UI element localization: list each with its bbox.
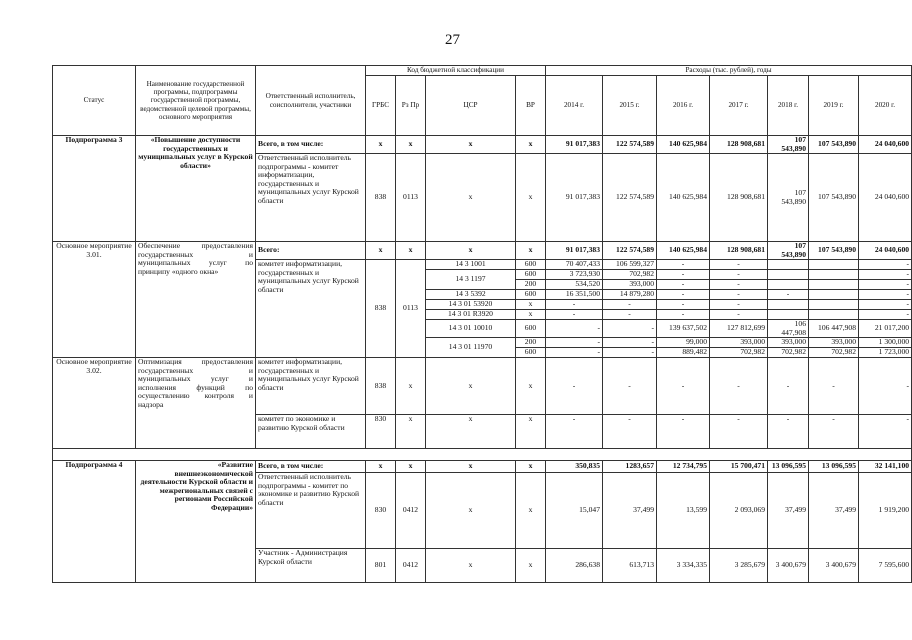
value-cell: - bbox=[603, 358, 657, 415]
value-cell: 140 625,984 bbox=[657, 242, 710, 260]
value-cell: 122 574,589 bbox=[603, 136, 657, 154]
spacer-cell bbox=[53, 449, 912, 461]
value-cell bbox=[768, 270, 809, 280]
grbs-cell: 830 bbox=[366, 473, 396, 549]
executor-cell: комитет по экономике и развитию Курской области bbox=[256, 415, 366, 449]
value-cell: - bbox=[603, 348, 657, 358]
csr-cell: х bbox=[426, 136, 516, 154]
value-cell: 24 040,600 bbox=[859, 242, 912, 260]
value-cell: 122 574,589 bbox=[603, 154, 657, 242]
value-cell: - bbox=[657, 280, 710, 290]
value-cell: 13 096,595 bbox=[768, 461, 809, 473]
header-year: 2014 г. bbox=[546, 76, 603, 136]
header-year: 2015 г. bbox=[603, 76, 657, 136]
table-row bbox=[53, 242, 912, 260]
name-cell: Оптимизация предоставления государственных и муниципальных услуг и исполнения функций по осуществлению контроля и надзора bbox=[136, 358, 256, 449]
value-cell: 702,982 bbox=[710, 348, 768, 358]
table-row bbox=[53, 358, 912, 415]
value-cell: - bbox=[710, 358, 768, 415]
value-cell: 3 334,335 bbox=[657, 549, 710, 583]
csr-cell: х bbox=[426, 415, 516, 449]
vr-cell: х bbox=[516, 300, 546, 310]
executor-cell: Ответственный исполнитель подпрограммы - комитет по экономике и развитию Курской области bbox=[256, 473, 366, 549]
vr-cell: 600 bbox=[516, 290, 546, 300]
status-cell: Основное мероприятие 3.02. bbox=[53, 358, 136, 449]
value-cell bbox=[768, 260, 809, 270]
table-row bbox=[53, 461, 912, 473]
executor-cell: комитет информатизации, государственных и муниципальных услуг Курской области bbox=[256, 260, 366, 358]
value-cell: 393,000 bbox=[809, 338, 859, 348]
vr-cell: 600 bbox=[516, 348, 546, 358]
value-cell: 140 625,984 bbox=[657, 154, 710, 242]
value-cell: - bbox=[859, 280, 912, 290]
executor-cell: Ответственный исполнитель подпрограммы - комитет информатизации, государственных и муниципальных услуг Курской области bbox=[256, 154, 366, 242]
value-cell: 13,599 bbox=[657, 473, 710, 549]
header-year: 2018 г. bbox=[768, 76, 809, 136]
value-cell: - bbox=[710, 300, 768, 310]
value-cell: 106 447,908 bbox=[809, 320, 859, 338]
vr-cell: 600 bbox=[516, 270, 546, 280]
value-cell: - bbox=[710, 290, 768, 300]
value-cell bbox=[768, 280, 809, 290]
value-cell: 37,499 bbox=[809, 473, 859, 549]
value-cell: 128 908,681 bbox=[710, 136, 768, 154]
header-executor: Ответственный исполнитель, соисполнители, участники bbox=[256, 66, 366, 136]
value-cell: 122 574,589 bbox=[603, 242, 657, 260]
value-cell: 128 908,681 bbox=[710, 154, 768, 242]
value-cell: - bbox=[657, 270, 710, 280]
value-cell: 3 723,930 bbox=[546, 270, 603, 280]
value-cell: 702,982 bbox=[603, 270, 657, 280]
value-cell: - bbox=[657, 415, 710, 449]
csr-cell: 14 3 1001 bbox=[426, 260, 516, 270]
budget-table bbox=[52, 65, 912, 583]
grbs-cell: 838 bbox=[366, 358, 396, 415]
csr-cell: 14 3 01 11970 bbox=[426, 338, 516, 358]
value-cell: 128 908,681 bbox=[710, 242, 768, 260]
value-cell: - bbox=[657, 300, 710, 310]
value-cell: - bbox=[657, 358, 710, 415]
value-cell: 393,000 bbox=[768, 338, 809, 348]
vr-cell: х bbox=[516, 310, 546, 320]
csr-cell: 14 3 5392 bbox=[426, 290, 516, 300]
value-cell: - bbox=[809, 415, 859, 449]
value-cell: 1 300,000 bbox=[859, 338, 912, 348]
value-cell: 14 879,280 bbox=[603, 290, 657, 300]
value-cell bbox=[809, 310, 859, 320]
page-number: 27 bbox=[445, 32, 460, 48]
value-cell bbox=[809, 290, 859, 300]
grbs-cell: х bbox=[366, 136, 396, 154]
value-cell: 32 141,100 bbox=[859, 461, 912, 473]
csr-cell: 14 3 1197 bbox=[426, 270, 516, 290]
status-cell: Основное мероприятие 3.01. bbox=[53, 242, 136, 358]
value-cell: 107 543,890 bbox=[809, 154, 859, 242]
value-cell: - bbox=[859, 260, 912, 270]
value-cell: 107 543,890 bbox=[809, 136, 859, 154]
value-cell: - bbox=[768, 290, 809, 300]
header-expenses: Расходы (тыс. рублей), годы bbox=[546, 66, 912, 76]
vr-cell: 600 bbox=[516, 320, 546, 338]
value-cell: - bbox=[809, 358, 859, 415]
rzpr-cell: 0113 bbox=[396, 260, 426, 358]
value-cell: - bbox=[768, 415, 809, 449]
value-cell: 1 723,000 bbox=[859, 348, 912, 358]
value-cell: 702,982 bbox=[809, 348, 859, 358]
value-cell: 12 734,795 bbox=[657, 461, 710, 473]
executor-cell: Участник - Администрация Курской области bbox=[256, 549, 366, 583]
rzpr-cell: х bbox=[396, 136, 426, 154]
value-cell: - bbox=[546, 348, 603, 358]
vr-cell: х bbox=[516, 549, 546, 583]
grbs-cell: 838 bbox=[366, 260, 396, 358]
value-cell: - bbox=[710, 415, 768, 449]
value-cell: 2 093,069 bbox=[710, 473, 768, 549]
header-rzpr: Рз Пр bbox=[396, 76, 426, 136]
grbs-cell: 838 bbox=[366, 154, 396, 242]
value-cell: 1283,657 bbox=[603, 461, 657, 473]
value-cell: 21 017,200 bbox=[859, 320, 912, 338]
grbs-cell: х bbox=[366, 461, 396, 473]
value-cell: 99,000 bbox=[657, 338, 710, 348]
value-cell bbox=[809, 300, 859, 310]
value-cell: - bbox=[657, 260, 710, 270]
vr-cell: х bbox=[516, 415, 546, 449]
value-cell: - bbox=[546, 358, 603, 415]
csr-cell: х bbox=[426, 154, 516, 242]
value-cell: - bbox=[546, 310, 603, 320]
value-cell: - bbox=[603, 338, 657, 348]
value-cell: 1 919,200 bbox=[859, 473, 912, 549]
value-cell: - bbox=[546, 415, 603, 449]
value-cell: 91 017,383 bbox=[546, 136, 603, 154]
value-cell: - bbox=[859, 270, 912, 280]
rzpr-cell: х bbox=[396, 415, 426, 449]
csr-cell: 14 3 01 R3920 bbox=[426, 310, 516, 320]
value-cell: - bbox=[859, 300, 912, 310]
value-cell: - bbox=[546, 320, 603, 338]
vr-cell: х bbox=[516, 154, 546, 242]
csr-cell: 14 3 01 10010 bbox=[426, 320, 516, 338]
value-cell: 91 017,383 bbox=[546, 242, 603, 260]
value-cell: 24 040,600 bbox=[859, 154, 912, 242]
value-cell: 24 040,600 bbox=[859, 136, 912, 154]
value-cell: 139 637,502 bbox=[657, 320, 710, 338]
value-cell: 534,520 bbox=[546, 280, 603, 290]
value-cell: 107 543,890 bbox=[809, 242, 859, 260]
header-csr: ЦСР bbox=[426, 76, 516, 136]
csr-cell: х bbox=[426, 473, 516, 549]
value-cell: - bbox=[710, 280, 768, 290]
value-cell: 91 017,383 bbox=[546, 154, 603, 242]
value-cell: 3 400,679 bbox=[809, 549, 859, 583]
grbs-cell: х bbox=[366, 242, 396, 260]
value-cell: 3 285,679 bbox=[710, 549, 768, 583]
value-cell: 15 700,471 bbox=[710, 461, 768, 473]
value-cell: 140 625,984 bbox=[657, 136, 710, 154]
value-cell: 70 407,433 bbox=[546, 260, 603, 270]
value-cell: 37,499 bbox=[603, 473, 657, 549]
value-cell: - bbox=[603, 310, 657, 320]
value-cell: 702,982 bbox=[768, 348, 809, 358]
value-cell: - bbox=[657, 290, 710, 300]
grbs-cell: 801 bbox=[366, 549, 396, 583]
value-cell bbox=[809, 280, 859, 290]
value-cell: - bbox=[859, 290, 912, 300]
header-status: Статус bbox=[53, 66, 136, 136]
csr-cell: 14 3 01 53920 bbox=[426, 300, 516, 310]
value-cell: - bbox=[859, 310, 912, 320]
rzpr-cell: 0412 bbox=[396, 473, 426, 549]
value-cell: 16 351,500 bbox=[546, 290, 603, 300]
rzpr-cell: х bbox=[396, 358, 426, 415]
header-grbs: ГРБС bbox=[366, 76, 396, 136]
value-cell: 15,047 bbox=[546, 473, 603, 549]
vr-cell: х bbox=[516, 358, 546, 415]
value-cell: 393,000 bbox=[710, 338, 768, 348]
value-cell: - bbox=[603, 415, 657, 449]
header-year: 2017 г. bbox=[710, 76, 768, 136]
rzpr-cell: 0412 bbox=[396, 549, 426, 583]
header-budget-code: Код бюджетной классификации bbox=[366, 66, 546, 76]
status-cell: Подпрограмма 3 bbox=[53, 136, 136, 242]
vr-cell: 200 bbox=[516, 338, 546, 348]
table-body bbox=[53, 66, 912, 583]
csr-cell: х bbox=[426, 242, 516, 260]
value-cell: - bbox=[546, 300, 603, 310]
value-cell: - bbox=[768, 358, 809, 415]
value-cell: 127 812,699 bbox=[710, 320, 768, 338]
vr-cell: х bbox=[516, 461, 546, 473]
value-cell: 107 543,890 bbox=[768, 154, 809, 242]
value-cell: 106 599,327 bbox=[603, 260, 657, 270]
value-cell: - bbox=[710, 310, 768, 320]
table-row bbox=[53, 136, 912, 154]
value-cell: 106 447,908 bbox=[768, 320, 809, 338]
value-cell: 393,000 bbox=[603, 280, 657, 290]
header-year: 2016 г. bbox=[657, 76, 710, 136]
executor-cell: Всего, в том числе: bbox=[256, 136, 366, 154]
vr-cell: х bbox=[516, 136, 546, 154]
value-cell: 7 595,600 bbox=[859, 549, 912, 583]
header-year: 2019 г. bbox=[809, 76, 859, 136]
spacer-row bbox=[53, 449, 912, 461]
vr-cell: х bbox=[516, 242, 546, 260]
value-cell: - bbox=[546, 338, 603, 348]
value-cell: 37,499 bbox=[768, 473, 809, 549]
value-cell: - bbox=[859, 358, 912, 415]
grbs-cell: 830 bbox=[366, 415, 396, 449]
name-cell: Обеспечение предоставления государственных и муниципальных услуг по принципу «одного окна» bbox=[136, 242, 256, 358]
rzpr-cell: х bbox=[396, 242, 426, 260]
vr-cell: 600 bbox=[516, 260, 546, 270]
csr-cell: х bbox=[426, 461, 516, 473]
vr-cell: 200 bbox=[516, 280, 546, 290]
value-cell: 350,835 bbox=[546, 461, 603, 473]
value-cell: 3 400,679 bbox=[768, 549, 809, 583]
header-vr: ВР bbox=[516, 76, 546, 136]
value-cell: - bbox=[657, 310, 710, 320]
value-cell bbox=[768, 310, 809, 320]
vr-cell: х bbox=[516, 473, 546, 549]
rzpr-cell: 0113 bbox=[396, 154, 426, 242]
header-year: 2020 г. bbox=[859, 76, 912, 136]
header-row bbox=[53, 66, 912, 76]
value-cell: 889,482 bbox=[657, 348, 710, 358]
value-cell bbox=[809, 270, 859, 280]
value-cell: 107 543,890 bbox=[768, 242, 809, 260]
value-cell: - bbox=[603, 320, 657, 338]
value-cell: 107 543,890 bbox=[768, 136, 809, 154]
value-cell bbox=[809, 260, 859, 270]
header-name: Наименование государственной программы, подпрограммы государственной программы, ведомственной целевой программы, основного мероприятия bbox=[136, 66, 256, 136]
executor-cell: Всего: bbox=[256, 242, 366, 260]
value-cell: - bbox=[710, 260, 768, 270]
rzpr-cell: х bbox=[396, 461, 426, 473]
executor-cell: Всего, в том числе: bbox=[256, 461, 366, 473]
csr-cell: х bbox=[426, 358, 516, 415]
name-cell: «Повышение доступности государственных и муниципальных услуг в Курской области» bbox=[136, 136, 256, 242]
value-cell: - bbox=[859, 415, 912, 449]
value-cell: 286,638 bbox=[546, 549, 603, 583]
csr-cell: х bbox=[426, 549, 516, 583]
value-cell: - bbox=[710, 270, 768, 280]
value-cell: - bbox=[603, 300, 657, 310]
status-cell: Подпрограмма 4 bbox=[53, 461, 136, 583]
value-cell: 613,713 bbox=[603, 549, 657, 583]
executor-cell: комитет информатизации, государственных и муниципальных услуг Курской области bbox=[256, 358, 366, 415]
value-cell bbox=[768, 300, 809, 310]
name-cell: «Развитие внешнеэкономической деятельности Курской области и межрегиональных связей с регионами Российской Федерации» bbox=[136, 461, 256, 583]
value-cell: 13 096,595 bbox=[809, 461, 859, 473]
